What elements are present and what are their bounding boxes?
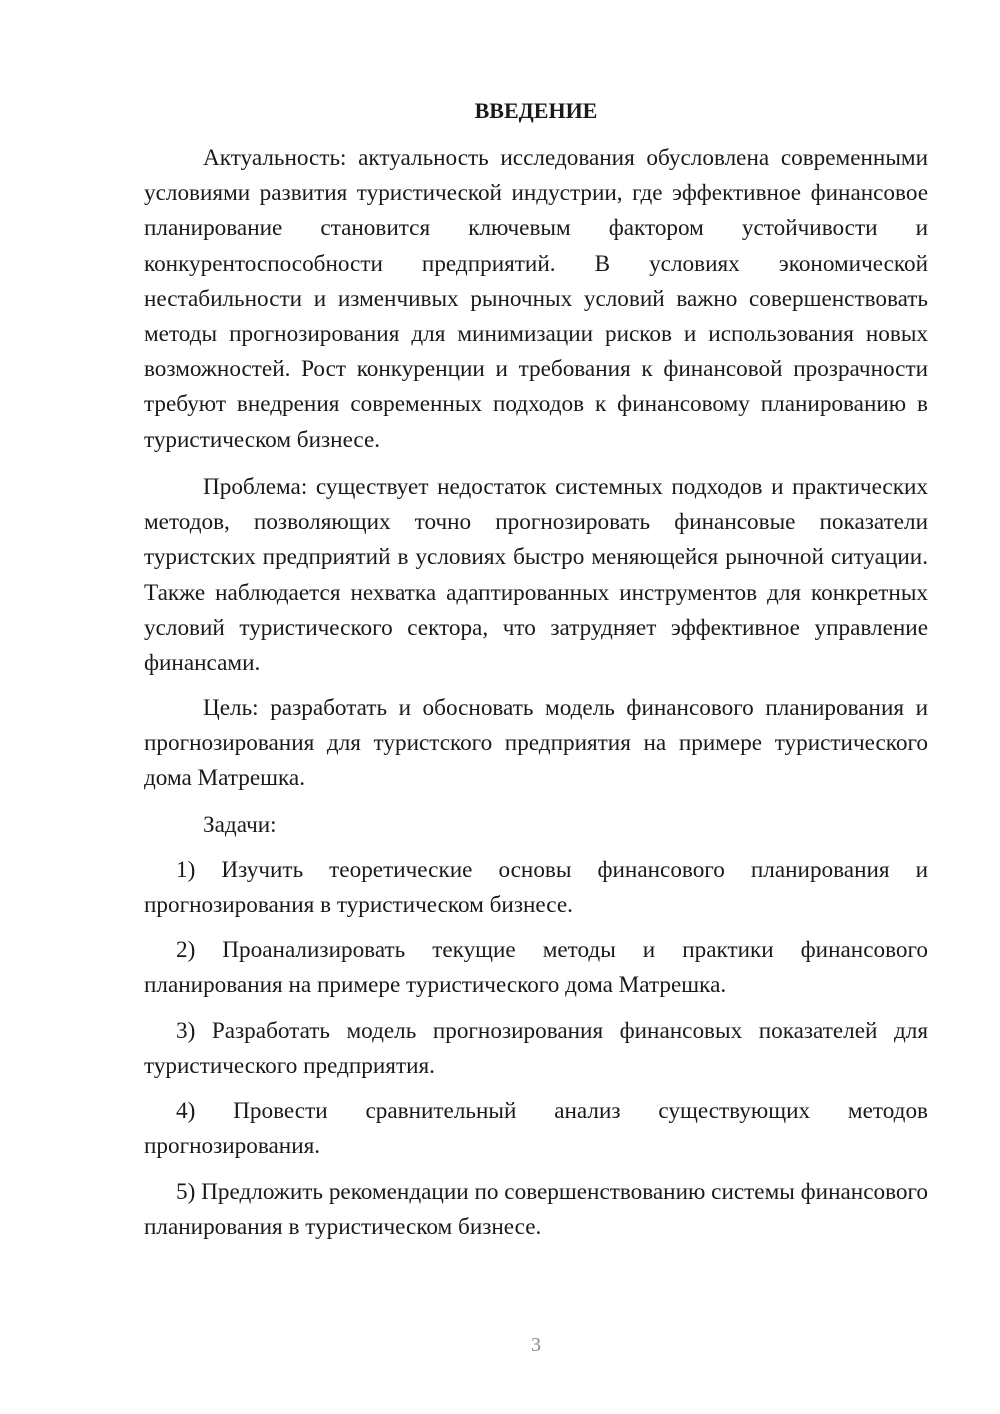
- task-item-5: 5) Предложить рекомендации по совершенствованию системы финансового планирования в туристическом бизнесе.: [144, 1179, 928, 1241]
- tasks-heading: Задачи:: [203, 812, 277, 838]
- task-item-4: 4) Провести сравнительный анализ существующих методов прогнозирования.: [144, 1098, 928, 1160]
- page-number: 3: [531, 1334, 541, 1356]
- page-title: ВВЕДЕНИЕ: [474, 98, 598, 123]
- paragraph-goal: Цель: разработать и обосновать модель финансового планирования и прогнозирования для туристского предприятия на примере туристического дома Матрешка.: [144, 695, 928, 792]
- paragraph-problem: Проблема: существует недостаток системных подходов и практических методов, позволяющих точно прогнозировать финансовые показатели туристских предприятий в условиях быстро меняющейся рыночной ситуации. Также наблюдается нехватка адаптированных инструментов для конкретных условий туристического сектора, что затрудняет эффективное управление финансами.: [144, 474, 928, 677]
- task-item-1: 1) Изучить теоретические основы финансового планирования и прогнозирования в туристическом бизнесе.: [144, 857, 928, 919]
- task-item-3: 3) Разработать модель прогнозирования финансовых показателей для туристического предприятия.: [144, 1018, 928, 1080]
- paragraph-relevance: Актуальность: актуальность исследования обусловлена современными условиями развития туристической индустрии, где эффективное финансовое планирование становится ключевым фактором устойчивости и конкурентоспособности предприятий. В условиях экономической нестабильности и изменчивых рыночных условий важно совершенствовать методы прогнозирования для минимизации рисков и использования новых возможностей. Рост конкуренции и требования к финансовой прозрачности требуют внедрения современных подходов к финансовому планированию в туристическом бизнесе.: [144, 145, 928, 453]
- task-item-2: 2) Проанализировать текущие методы и практики финансового планирования на примере туристического дома Матрешка.: [144, 937, 928, 999]
